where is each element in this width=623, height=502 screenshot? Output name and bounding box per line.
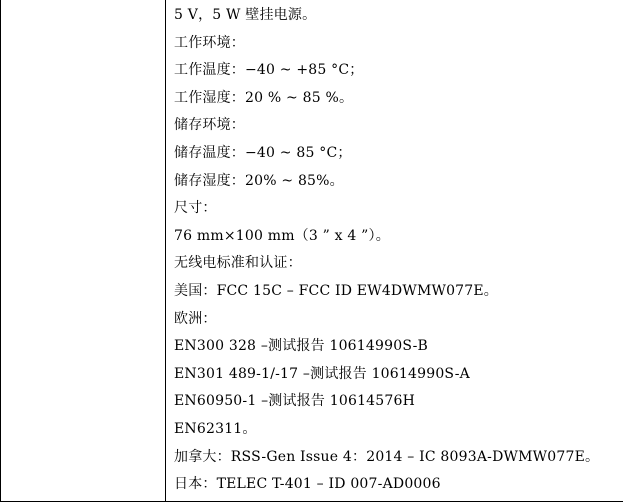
spec-line: 工作温度：−40 ~ +85 °C； bbox=[174, 62, 364, 79]
spec-line: 尺寸： bbox=[174, 200, 217, 217]
spec-line: 储存环境： bbox=[174, 117, 245, 134]
spec-line: EN300 328 –测试报告 10614990S-B bbox=[174, 338, 429, 355]
spec-line: 工作湿度：20 % ~ 85 %。 bbox=[174, 89, 354, 106]
spec-lines bbox=[166, 0, 623, 499]
spec-line: 无线电标准和认证： bbox=[174, 255, 302, 272]
label-cell bbox=[1, 0, 166, 502]
spec-line: 76 mm×100 mm（3 ” x 4 ”）。 bbox=[174, 227, 390, 244]
table-row bbox=[1, 0, 623, 502]
spec-line: 日本：TELEC T-401 – ID 007-AD0006 bbox=[174, 476, 441, 493]
spec-line: 5 V，5 W 壁挂电源。 bbox=[174, 7, 317, 23]
spec-line: EN301 489-1/-17 –测试报告 10614990S-A bbox=[174, 365, 470, 382]
spec-line: 美国：FCC 15C – FCC ID EW4DWMW077E。 bbox=[174, 282, 499, 299]
spec-line: 加拿大：RSS-Gen Issue 4：2014 – IC 8093A-DWMW077E。 bbox=[174, 448, 600, 465]
spec-line: 储存温度：−40 ~ 85 °C； bbox=[174, 144, 352, 161]
spec-line: 欧洲： bbox=[174, 310, 217, 327]
spec-line: 储存湿度：20% ~ 85%。 bbox=[174, 172, 344, 189]
spec-line: EN62311。 bbox=[174, 420, 257, 437]
spec-line: EN60950-1 –测试报告 10614576H bbox=[174, 393, 416, 410]
value-cell bbox=[166, 0, 623, 502]
spec-line: 工作环境： bbox=[174, 34, 245, 51]
